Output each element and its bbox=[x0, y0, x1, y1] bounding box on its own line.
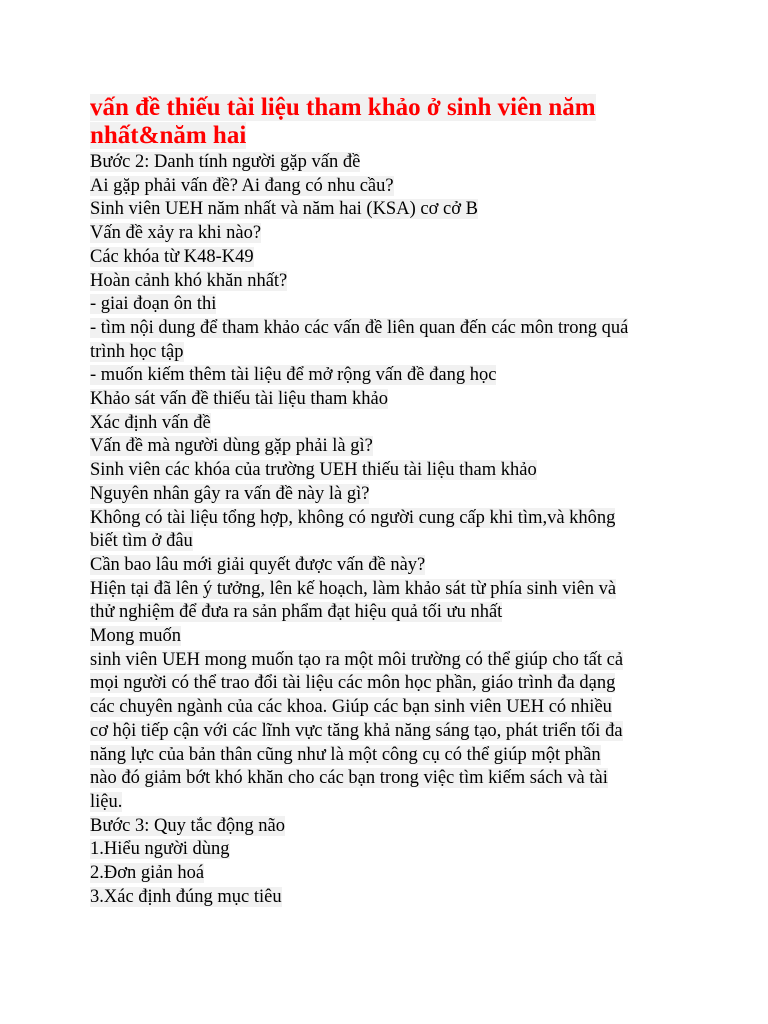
body-line bbox=[90, 388, 690, 412]
body-line-text: Hiện tại đã lên ý tưởng, lên kế hoạch, làm khảo sát từ phía sinh viên và bbox=[90, 578, 617, 599]
body-line-text: Sinh viên các khóa của trường UEH thiếu tài liệu tham khảo bbox=[90, 460, 537, 481]
body-line bbox=[90, 293, 690, 317]
body-line bbox=[90, 791, 690, 815]
body-line bbox=[90, 175, 690, 199]
body-line-text: Nguyên nhân gây ra vấn đề này là gì? bbox=[90, 483, 370, 504]
body-line-text: Vấn đề mà người dùng gặp phải là gì? bbox=[90, 436, 373, 457]
body-line bbox=[90, 720, 690, 744]
body-line-text: biết tìm ở đâu bbox=[90, 531, 193, 552]
body-line bbox=[90, 198, 690, 222]
body-line-text: thử nghiệm để đưa ra sản phẩm đạt hiệu quả tối ưu nhất bbox=[90, 602, 503, 623]
body-line bbox=[90, 601, 690, 625]
body-line-text: Khảo sát vấn đề thiếu tài liệu tham khảo bbox=[90, 389, 388, 410]
body-line bbox=[90, 246, 690, 270]
body-line bbox=[90, 696, 690, 720]
body-line bbox=[90, 886, 690, 910]
body-line-text: Mong muốn bbox=[90, 626, 181, 647]
body-line bbox=[90, 341, 690, 365]
body-line-text: Sinh viên UEH năm nhất và năm hai (KSA) cơ cở B bbox=[90, 199, 478, 220]
body-line-text: 1.Hiểu người dùng bbox=[90, 839, 230, 860]
body-line-text: 2.Đơn giản hoá bbox=[90, 863, 205, 884]
body-line bbox=[90, 364, 690, 388]
body-line bbox=[90, 649, 690, 673]
body-line bbox=[90, 838, 690, 862]
body-line-text: liệu. bbox=[90, 791, 123, 812]
body-line-text: Hoàn cảnh khó khăn nhất? bbox=[90, 270, 288, 291]
body-line bbox=[90, 412, 690, 436]
title-line-1: vấn đề thiếu tài liệu tham khảo ở sinh viên năm bbox=[90, 94, 596, 121]
body-line bbox=[90, 578, 690, 602]
body-line-text: Xác định vấn đề bbox=[90, 412, 211, 433]
body-line bbox=[90, 744, 690, 768]
body-line bbox=[90, 317, 690, 341]
body-line bbox=[90, 625, 690, 649]
body-line bbox=[90, 507, 690, 531]
body-line bbox=[90, 483, 690, 507]
body-line-text: năng lực của bản thân cũng như là một công cụ có thể giúp một phần bbox=[90, 744, 601, 765]
body-line bbox=[90, 435, 690, 459]
body-line bbox=[90, 459, 690, 483]
body-line-text: Bước 2: Danh tính người gặp vấn đề bbox=[90, 152, 361, 172]
body-line-text: - giai đoạn ôn thi bbox=[90, 294, 217, 315]
body-line-text: sinh viên UEH mong muốn tạo ra một môi trường có thể giúp cho tất cả bbox=[90, 649, 624, 670]
body-line bbox=[90, 862, 690, 886]
body-line-text: các chuyên ngành của các khoa. Giúp các bạn sinh viên UEH có nhiều bbox=[90, 697, 612, 718]
body-line bbox=[90, 815, 690, 839]
body-line-text: Không có tài liệu tổng hợp, không có người cung cấp khi tìm,và không bbox=[90, 507, 616, 528]
body-line-text: Vấn đề xảy ra khi nào? bbox=[90, 223, 262, 244]
body-line bbox=[90, 767, 690, 791]
body-line bbox=[90, 672, 690, 696]
body-line-text: cơ hội tiếp cận với các lĩnh vực tăng khả năng sáng tạo, phát triển tối đa bbox=[90, 720, 623, 741]
document-title bbox=[90, 94, 690, 150]
body-line-text: trình học tập bbox=[90, 341, 184, 362]
body-line bbox=[90, 270, 690, 294]
body-line-text: - tìm nội dung để tham khảo các vấn đề liên quan đến các môn trong quá bbox=[90, 317, 629, 338]
body-line-text: nào đó giảm bớt khó khăn cho các bạn trong việc tìm kiếm sách và tài bbox=[90, 768, 608, 789]
body-line-text: Ai gặp phải vấn đề? Ai đang có nhu cầu? bbox=[90, 175, 394, 196]
document-page bbox=[90, 94, 690, 910]
body-line-text: Cần bao lâu mới giải quyết được vấn đề này? bbox=[90, 554, 426, 575]
body-line bbox=[90, 151, 690, 175]
document-body bbox=[90, 151, 690, 910]
body-line-text: - muốn kiếm thêm tài liệu để mở rộng vấn đề đang học bbox=[90, 365, 497, 386]
body-line bbox=[90, 222, 690, 246]
body-line bbox=[90, 554, 690, 578]
body-line-text: 3.Xác định đúng mục tiêu bbox=[90, 886, 282, 907]
title-line-2: nhất&năm hai bbox=[90, 122, 247, 149]
body-line-text: Bước 3: Quy tắc động não bbox=[90, 815, 286, 836]
body-line-text: mọi người có thể trao đổi tài liệu các môn học phần, giáo trình đa dạng bbox=[90, 673, 616, 694]
body-line bbox=[90, 530, 690, 554]
body-line-text: Các khóa từ K48-K49 bbox=[90, 246, 254, 267]
